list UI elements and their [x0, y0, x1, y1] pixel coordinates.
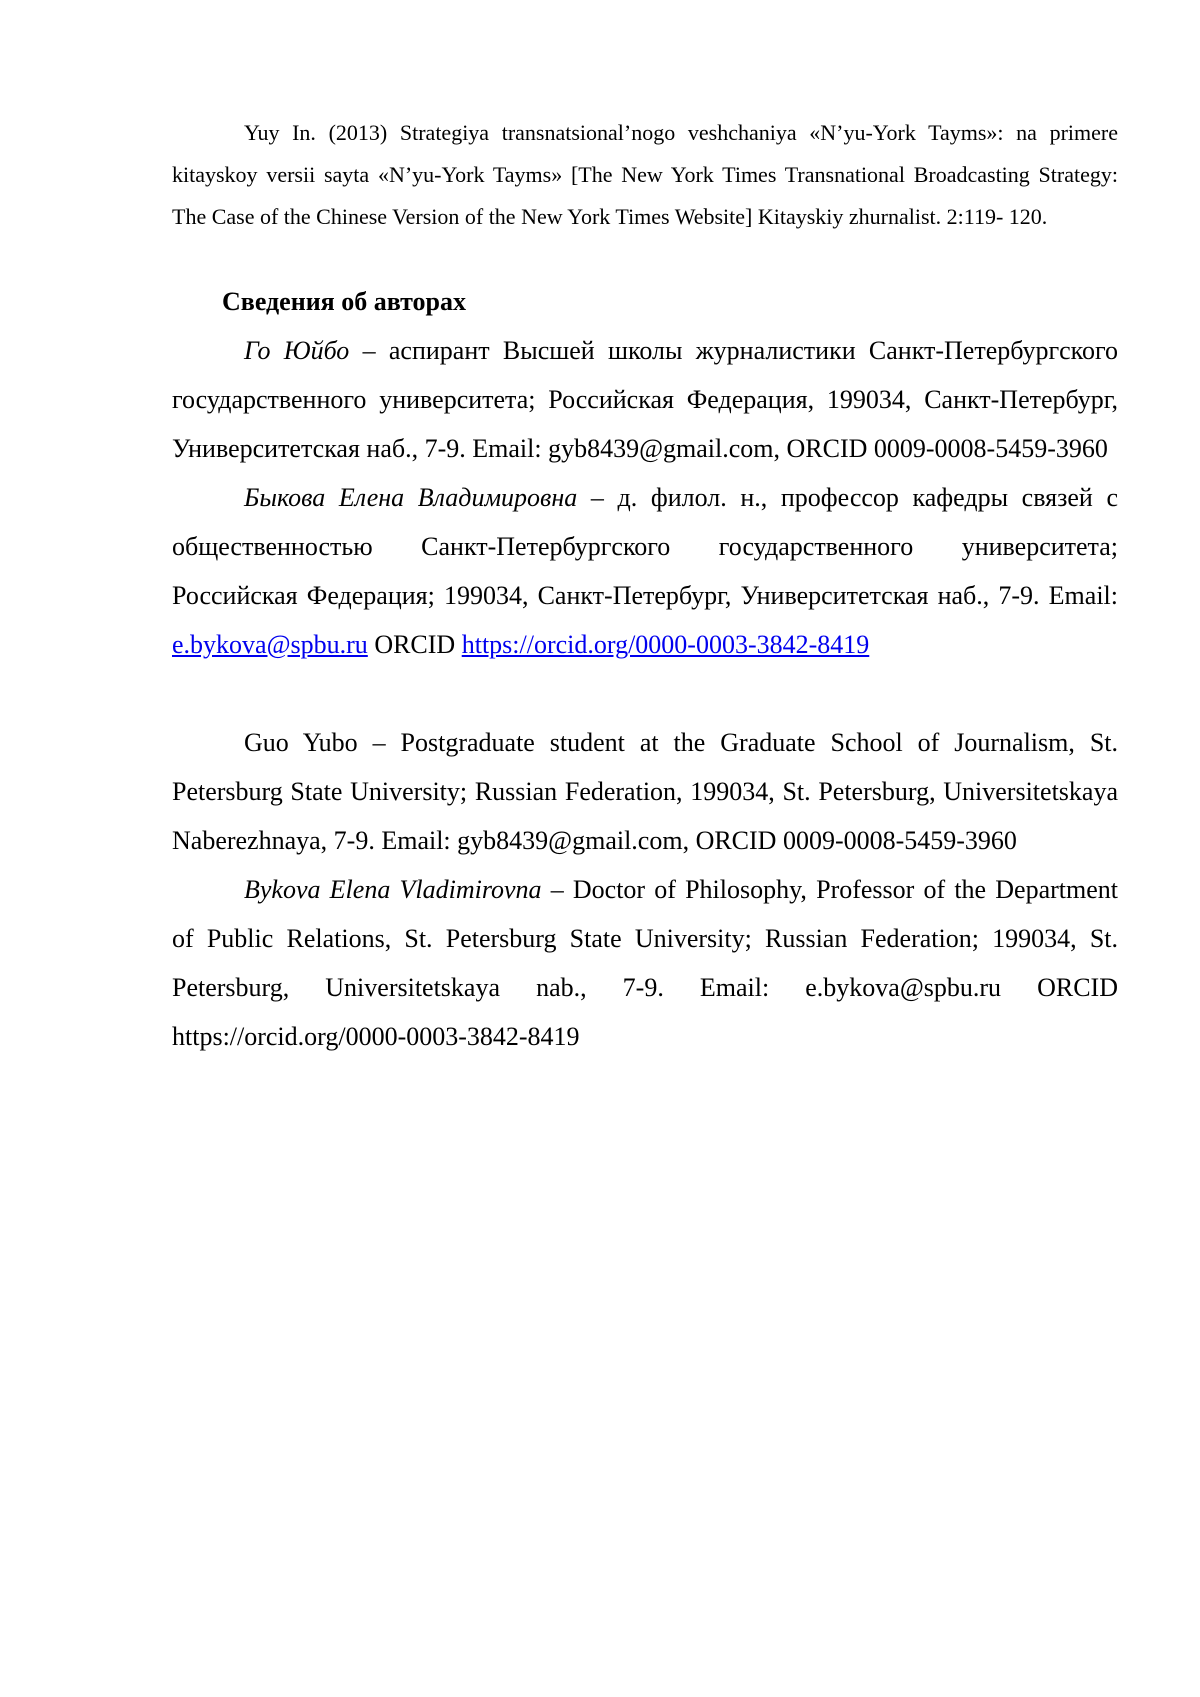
- document-page: [172, 112, 1118, 1061]
- author-details-en-1: Guo Yubo – Postgraduate student at the Graduate School of Journalism, St. Petersburg State University; Russian Federation, 199034, St. Petersburg, Universitetskaya Naberezhnaya, 7-9. Email: gyb8439@gmail.com, ORCID 0009-0008-5459-3960: [172, 728, 1118, 855]
- author-details-en-2: – Doctor of Philosophy, Professor of the Department of Public Relations, St. Petersburg State University; Russian Federation; 199034, St. Petersburg, Universitetskaya nab., 7-9. Email: e.bykova@spbu.ru ORCID https://orcid.org/0000-0003-3842-8419: [172, 875, 1118, 1051]
- author-name-en-2: Bykova Elena Vladimirovna: [244, 875, 542, 904]
- author-info-en-1: [172, 718, 1118, 865]
- author-name-ru-2: Быкова Елена Владимировна: [244, 483, 578, 512]
- author-details-ru-2: – д. филол. н., профессор кафедры связей с общественностью Санкт-Петербургского государственного университета; Российская Федерация; 199034, Санкт-Петербург, Университетская наб., 7-9. Email:: [172, 483, 1118, 610]
- orcid-link[interactable]: https://orcid.org/0000-0003-3842-8419: [461, 630, 870, 659]
- reference-text: Yuy In. (2013) Strategiya transnatsional’nogo veshchaniya «N’yu-York Tayms»: na primere kitayskoy versii sayta «N’yu-York Tayms» [The New York Times Transnational Broadcasting Strategy: The Case of the Chinese Version of the New York Times Website] Kitayskiy zhurnalist. 2:119- 120.: [172, 120, 1118, 229]
- author-details-ru-1: – аспирант Высшей школы журналистики Санкт-Петербургского государственного университета; Российская Федерация, 199034, Санкт-Петербург, Университетская наб., 7-9. Email: gyb8439@gmail.com, ORCID 0009-0008-5459-3960: [172, 336, 1119, 463]
- reference-entry: [172, 112, 1118, 238]
- author-info-ru-2: [172, 473, 1118, 669]
- author-info-ru-1: [172, 326, 1118, 473]
- section-title: Сведения об авторах: [222, 287, 467, 316]
- orcid-label: ORCID: [367, 630, 462, 659]
- author-name-ru-1: Го Юйбо: [244, 336, 350, 365]
- email-link[interactable]: e.bykova@spbu.ru: [172, 630, 368, 659]
- author-info-en-2: [172, 865, 1118, 1061]
